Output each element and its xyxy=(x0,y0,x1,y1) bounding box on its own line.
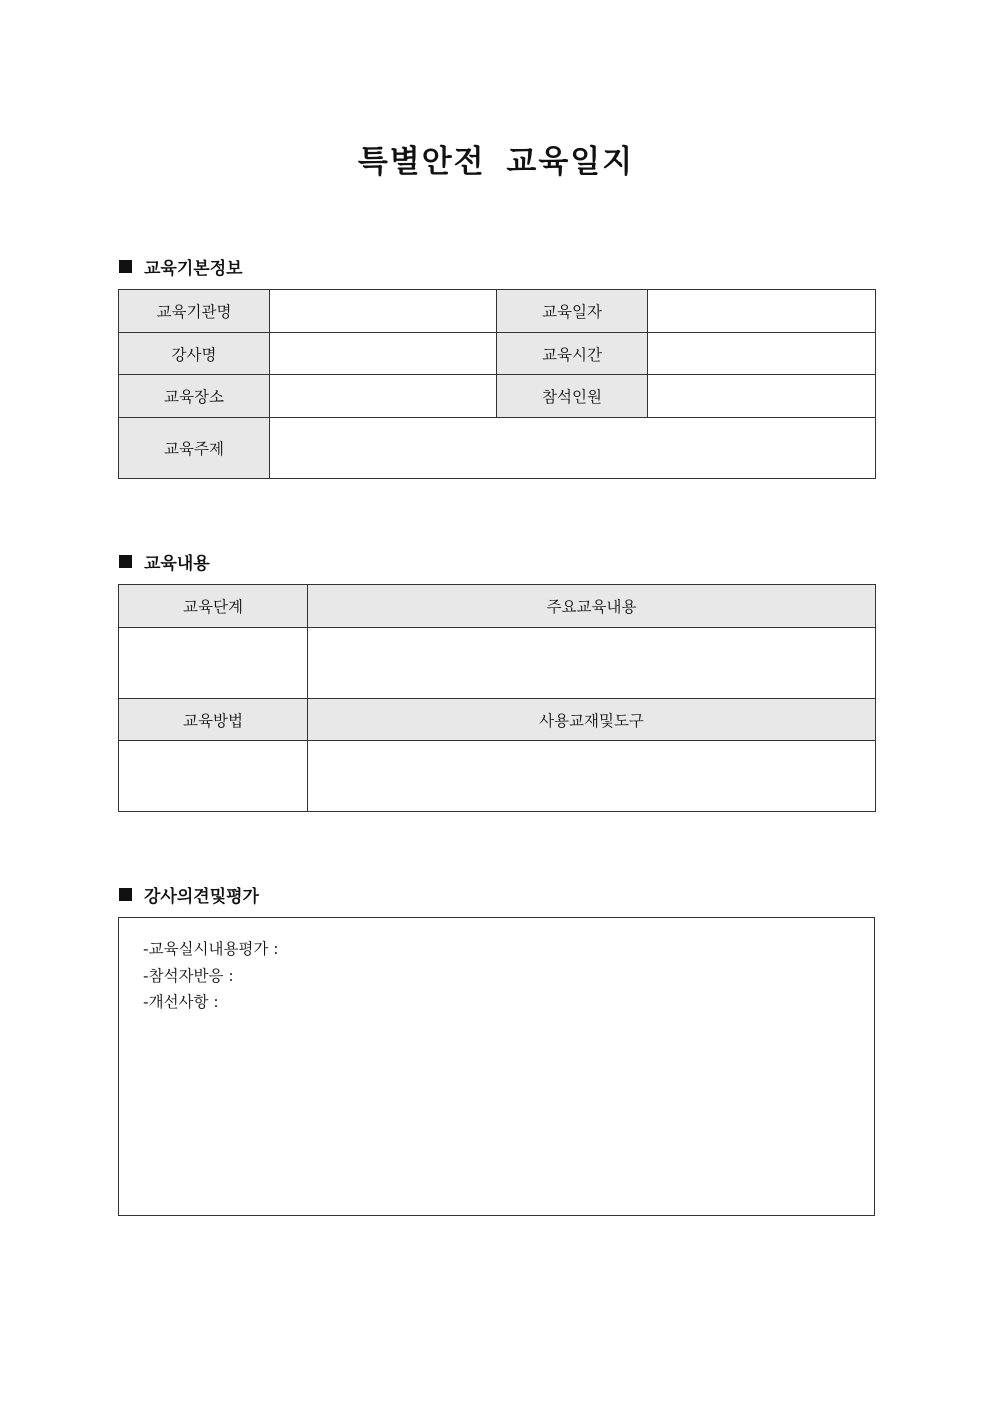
main-content-header: 주요교육내용 xyxy=(308,585,876,628)
section-heading-evaluation xyxy=(119,882,259,907)
institution-label: 교육기관명 xyxy=(119,290,270,333)
section-heading-label: 교육내용 xyxy=(144,554,210,574)
instructor-field[interactable] xyxy=(270,333,497,375)
evaluation-line-reaction: -참석자반응 : xyxy=(143,967,234,985)
materials-field[interactable] xyxy=(308,741,876,812)
table-row xyxy=(119,290,876,333)
time-field[interactable] xyxy=(648,333,876,375)
method-field[interactable] xyxy=(119,741,308,812)
location-label: 교육장소 xyxy=(119,375,270,418)
evaluation-line-improvement: -개선사항 : xyxy=(143,993,219,1011)
date-field[interactable] xyxy=(648,290,876,333)
evaluation-textarea[interactable] xyxy=(118,917,875,1216)
table-row xyxy=(119,628,876,699)
table-row xyxy=(119,585,876,628)
time-label: 교육시간 xyxy=(497,333,648,375)
content-table xyxy=(118,584,876,812)
table-row xyxy=(119,741,876,812)
section-heading-label: 교육기본정보 xyxy=(144,259,243,279)
table-row xyxy=(119,333,876,375)
table-row xyxy=(119,375,876,418)
square-bullet-icon xyxy=(119,555,132,568)
square-bullet-icon xyxy=(119,888,132,901)
section-heading-content xyxy=(119,549,210,574)
main-content-field[interactable] xyxy=(308,628,876,699)
square-bullet-icon xyxy=(119,260,132,273)
table-row xyxy=(119,699,876,741)
basic-info-table xyxy=(118,289,876,479)
attendees-label: 참석인원 xyxy=(497,375,648,418)
section-heading-basic-info xyxy=(119,254,243,279)
table-row xyxy=(119,418,876,479)
topic-label: 교육주제 xyxy=(119,418,270,479)
institution-field[interactable] xyxy=(270,290,497,333)
method-header: 교육방법 xyxy=(119,699,308,741)
topic-field[interactable] xyxy=(270,418,876,479)
stage-field[interactable] xyxy=(119,628,308,699)
attendees-field[interactable] xyxy=(648,375,876,418)
stage-header: 교육단계 xyxy=(119,585,308,628)
page-title: 특별안전 교육일지 xyxy=(357,144,635,180)
instructor-label: 강사명 xyxy=(119,333,270,375)
materials-header: 사용교재및도구 xyxy=(308,699,876,741)
section-heading-label: 강사의견및평가 xyxy=(144,887,259,907)
location-field[interactable] xyxy=(270,375,497,418)
evaluation-line-content: -교육실시내용평가 : xyxy=(143,940,279,958)
date-label: 교육일자 xyxy=(497,290,648,333)
